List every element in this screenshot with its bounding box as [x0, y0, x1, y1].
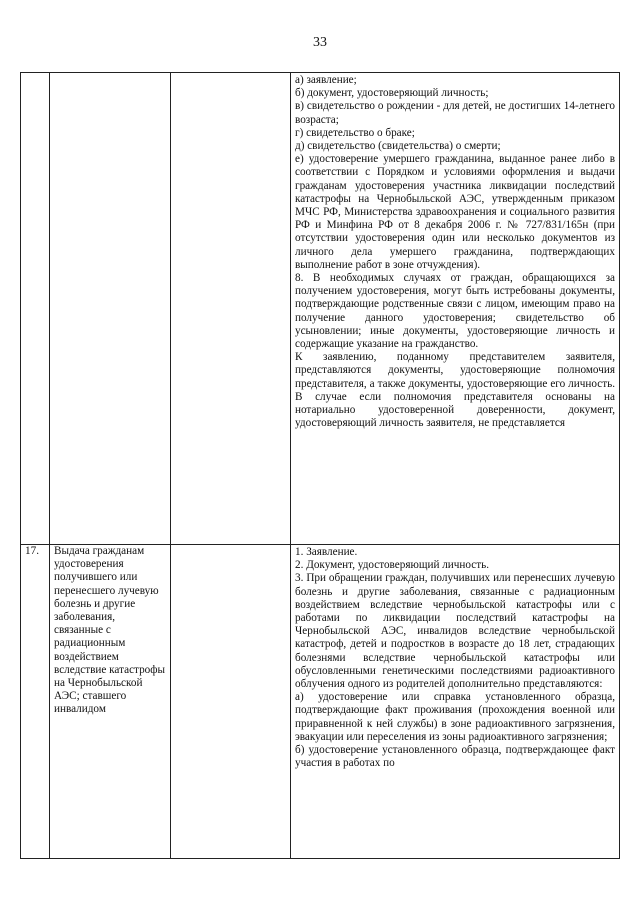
row-number-cell: 17. — [21, 545, 50, 859]
document-item: е) удостоверение умершего гражданина, выданное ранее либо в соответствии с Порядком и условиями оформления и выдачи гражданам удостоверения участника ликвидации последствий катастрофы на Чернобыльской АЭС, утвержденным приказом МЧС РФ, Министерства здравоохранения и социального развития РФ и Минфина РФ от 8 декабря 2006 г. № 727/831/165н (при отсутствии удостоверения один или несколько документов из личного дела умершего гражданина, подтверждающих выполнение работ в зоне отчуждения). — [295, 153, 615, 271]
requirements-table — [20, 72, 620, 859]
document-item: б) документ, удостоверяющий личность; — [295, 87, 489, 100]
document-item: К заявлению, поданному представителем заявителя, представляются документы, удостоверяющие полномочия представителя, а также документы, удостоверяющие его личность. В случае если полномочия представителя основаны на нотариально удостоверенной доверенности, документ, удостоверяющий личность заявителя, не представляется — [295, 351, 615, 430]
page-number: 33 — [313, 35, 327, 50]
service-name-cell — [50, 73, 171, 545]
document-item: 3. При обращении граждан, получивших или перенесших лучевую болезнь и другие заболевания, связанные с радиационным воздействием вследствие чернобыльской катастрофы или с работами по ликвидации последствий катастрофы на Чернобыльской АЭС, инвалидов вследствие чернобыльской катастроф, детей и подростков в возрасте до 18 лет, страдающих болезнями вследствие чернобыльской катастрофы или обусловленными генетическими последствиями радиоактивного облучения одного из родителей дополнительно представляются: — [295, 572, 615, 691]
documents-cell — [291, 545, 620, 859]
document-item: г) свидетельство о браке; — [295, 126, 415, 139]
document-item: д) свидетельство (свидетельства) о смерти; — [295, 140, 501, 153]
document-item: а) удостоверение или справка установленного образца, подтверждающие факт проживания (прохождения военной или приравненной к ней службы) в зоне радиоактивного загрязнения, эвакуации или переселения из зоны радиоактивного загрязнения; — [295, 691, 615, 743]
document-item: 2. Документ, удостоверяющий личность. — [295, 559, 490, 572]
document-item: 1. Заявление. — [295, 546, 358, 558]
service-name-cell — [50, 545, 171, 859]
document-item: в) свидетельство о рождении - для детей, не достигших 14-летнего возраста; — [295, 100, 615, 126]
row-number-cell — [21, 73, 50, 545]
document-item: а) заявление; — [295, 74, 357, 86]
document-item: б) удостоверение установленного образца, подтверждающее факт участия в работах по — [295, 744, 615, 770]
documents-cell — [291, 73, 620, 545]
table-row — [21, 545, 620, 859]
column-3-cell — [171, 73, 291, 545]
column-3-cell — [171, 545, 291, 859]
service-name-text: Выдача гражданам удостоверения получившего или перенесшего лучевую болезнь и другие заболевания, связанные с радиационным воздействием вследствие катастрофы на Чернобыльской АЭС; ставшего инвалидом — [54, 545, 166, 716]
document-item: 8. В необходимых случаях от граждан, обращающихся за получением удостоверения, могут быть истребованы документы, подтверждающие родственные связи с лицом, имеющим право на получение данного удостоверения; свидетельство об усыновлении; иные документы, удостоверяющие личность и содержащие указание на гражданство. — [295, 272, 615, 351]
table-row — [21, 73, 620, 545]
